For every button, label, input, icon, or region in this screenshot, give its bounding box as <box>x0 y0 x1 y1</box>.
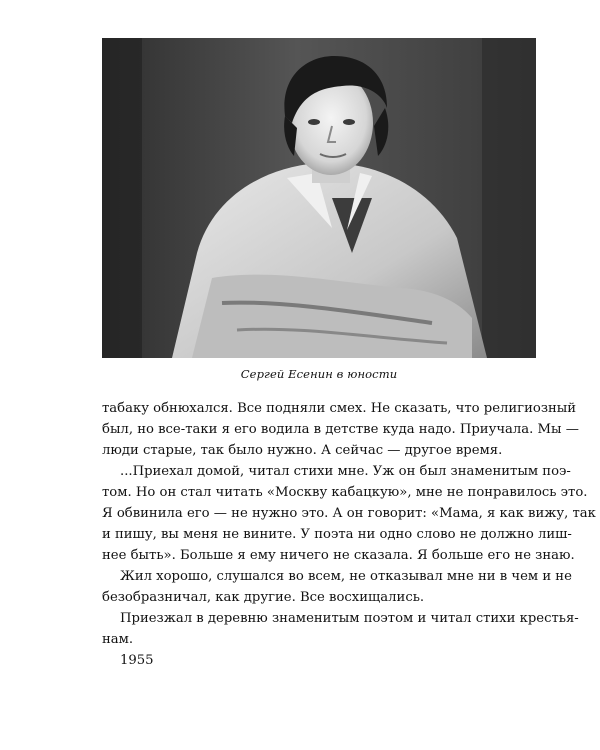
text-line: Жил хорошо, слушался во всем, не отказывал мне ни в чем и не <box>120 569 572 584</box>
text-line: и пишу, вы меня не вините. У поэта ни одно слово не должно лиш- <box>102 527 572 542</box>
text-line: люди старые, так было нужно. А сейчас — другое время. <box>102 443 503 458</box>
body-text <box>102 398 596 671</box>
text-line: Приезжал в деревню знаменитым поэтом и читал стихи крестья- <box>120 611 579 626</box>
text-line: ...Приехал домой, читал стихи мне. Уж он был знаменитым поэ- <box>120 464 571 479</box>
text-line: Я обвинила его — не нужно это. А он говорит: «Мама, я как вижу, так <box>102 506 596 521</box>
text-line: нее быть». Больше я ему ничего не сказала. Я больше его не знаю. <box>102 548 575 563</box>
portrait-photo <box>102 38 536 358</box>
text-line: том. Но он стал читать «Москву кабацкую», мне не понравилось это. <box>102 485 588 500</box>
photo-caption: Сергей Есенин в юности <box>240 367 398 381</box>
portrait-photo-icon <box>102 38 536 358</box>
text-line: был, но все-таки я его водила в детстве куда надо. Приучала. Мы — <box>102 422 579 437</box>
text-line: безобразничал, как другие. Все восхищались. <box>102 590 425 605</box>
date-line: 1955 <box>120 653 154 668</box>
text-line: табаку обнюхался. Все подняли смех. Не сказать, что религиозный <box>102 401 577 416</box>
text-line: нам. <box>102 632 134 647</box>
